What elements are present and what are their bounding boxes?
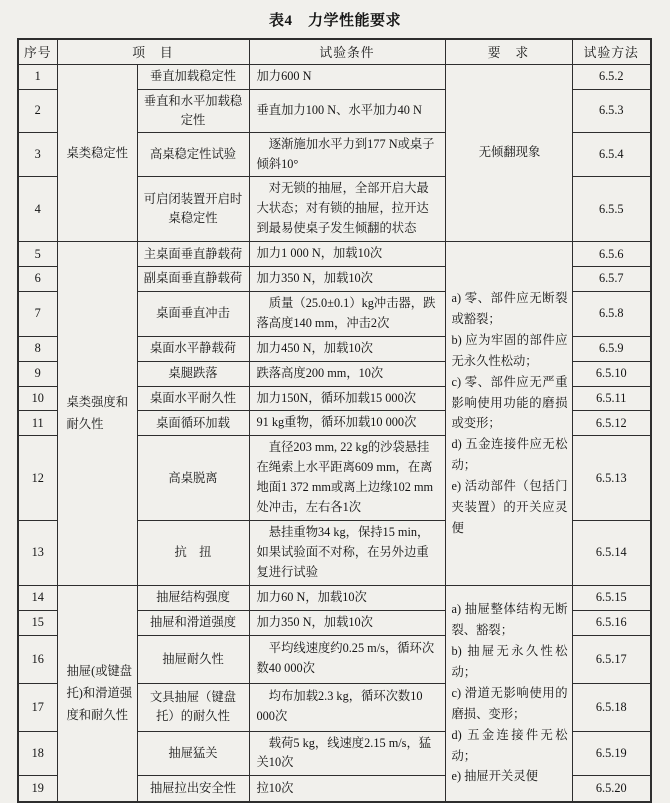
- method-cell: 6.5.12: [572, 411, 651, 436]
- header-condition: 试验条件: [249, 39, 445, 64]
- row-no: 1: [18, 64, 57, 89]
- method-cell: 6.5.15: [572, 585, 651, 610]
- method-cell: 6.5.11: [572, 386, 651, 411]
- requirement-item: c) 零、部件应无严重影响使用功能的磨损或变形；: [451, 374, 568, 431]
- group-drawer-slide-strength: 抽屉(或键盘托)和滑道强度和耐久性: [57, 585, 137, 802]
- method-cell: 6.5.5: [572, 177, 651, 242]
- item-cell: 高桌脱离: [137, 436, 249, 521]
- item-cell: 可启闭装置开启时桌稳定性: [137, 177, 249, 242]
- condition-cell: 载荷5 kg，线速度2.15 m/s，猛关10次: [249, 731, 445, 776]
- item-cell: 抽屉拉出安全性: [137, 776, 249, 802]
- method-cell: 6.5.19: [572, 731, 651, 776]
- item-cell: 桌面水平静载荷: [137, 336, 249, 361]
- condition-cell: 加力1 000 N，加载10次: [249, 242, 445, 267]
- condition-cell: 对无锁的抽屉，全部开启大最大状态；对有锁的抽屉，拉开达到最易使桌子发生倾翻的状态: [249, 177, 445, 242]
- method-cell: 6.5.17: [572, 635, 651, 683]
- table-row: [18, 64, 651, 89]
- row-no: 8: [18, 336, 57, 361]
- item-cell: 桌腿跌落: [137, 361, 249, 386]
- condition-cell: 加力600 N: [249, 64, 445, 89]
- requirement-no-tipping: 无倾翻现象: [445, 64, 572, 242]
- condition-cell: 加力350 N，加载10次: [249, 610, 445, 635]
- item-cell: 抽屉和滑道强度: [137, 610, 249, 635]
- item-cell: 桌面水平耐久性: [137, 386, 249, 411]
- group-table-strength-durability: 桌类强度和耐久性: [57, 242, 137, 586]
- requirement-item: e) 活动部件（包括门夹装置）的开关应灵便: [451, 479, 568, 535]
- requirement-item: b) 抽屉无永久性松动；: [451, 644, 568, 679]
- row-no: 15: [18, 610, 57, 635]
- row-no: 5: [18, 242, 57, 267]
- method-cell: 6.5.6: [572, 242, 651, 267]
- row-no: 9: [18, 361, 57, 386]
- row-no: 6: [18, 267, 57, 292]
- requirement-item: d) 五金连接件无松动；: [451, 727, 568, 763]
- method-cell: 6.5.13: [572, 436, 651, 521]
- condition-cell: 加力60 N，加载10次: [249, 585, 445, 610]
- method-cell: 6.5.2: [572, 64, 651, 89]
- condition-cell: 加力150N，循环加载15 000次: [249, 386, 445, 411]
- method-cell: 6.5.10: [572, 361, 651, 386]
- condition-cell: 逐渐施加水平力到177 N或桌子倾斜10°: [249, 132, 445, 177]
- header-method: 试验方法: [572, 39, 651, 64]
- item-cell: 副桌面垂直静载荷: [137, 267, 249, 292]
- item-cell: 抽屉耐久性: [137, 635, 249, 683]
- method-cell: 6.5.20: [572, 776, 651, 802]
- header-requirement: 要 求: [445, 39, 572, 64]
- item-cell: 垂直加载稳定性: [137, 64, 249, 89]
- method-cell: 6.5.18: [572, 683, 651, 731]
- table-row: [18, 242, 651, 267]
- item-cell: 高桌稳定性试验: [137, 132, 249, 177]
- row-no: 7: [18, 291, 57, 336]
- row-no: 11: [18, 411, 57, 436]
- item-cell: 文具抽屉（键盘托）的耐久性: [137, 683, 249, 731]
- condition-cell: 垂直加力100 N、水平加力40 N: [249, 89, 445, 132]
- condition-cell: 平均线速度约0.25 m/s，循环次数40 000次: [249, 635, 445, 683]
- condition-cell: 加力350 N，加载10次: [249, 267, 445, 292]
- requirement-item: b) 应为牢固的部件应无永久性松动；: [451, 332, 568, 368]
- item-cell: 抗 扭: [137, 521, 249, 586]
- method-cell: 6.5.16: [572, 610, 651, 635]
- item-cell: 抽屉猛关: [137, 731, 249, 776]
- method-cell: 6.5.7: [572, 267, 651, 292]
- item-cell: 桌面循环加载: [137, 411, 249, 436]
- row-no: 18: [18, 731, 57, 776]
- header-no: 序号: [18, 39, 57, 64]
- condition-cell: 质量（25.0±0.1）kg冲击器，跌落高度140 mm，冲击2次: [249, 291, 445, 336]
- row-no: 16: [18, 635, 57, 683]
- item-cell: 桌面垂直冲击: [137, 291, 249, 336]
- condition-cell: 直径203 mm, 22 kg的沙袋悬挂在绳索上水平距离609 mm，在离地面1 372 mm或离上边缘102 mm处冲击，左右各1次: [249, 436, 445, 521]
- document-title: 表4 力学性能要求: [268, 13, 401, 29]
- method-cell: 6.5.4: [572, 132, 651, 177]
- row-no: 17: [18, 683, 57, 731]
- row-no: 19: [18, 776, 57, 802]
- item-cell: 主桌面垂直静载荷: [137, 242, 249, 267]
- header-row: [18, 39, 651, 64]
- condition-cell: 拉10次: [249, 776, 445, 802]
- method-cell: 6.5.8: [572, 291, 651, 336]
- requirement-list-table: [445, 242, 572, 586]
- condition-cell: 均布加载2.3 kg，循环次数10 000次: [249, 683, 445, 731]
- group-table-stability: 桌类稳定性: [57, 64, 137, 242]
- requirement-item: c) 滑道无影响使用的磨损、变形；: [451, 685, 568, 721]
- requirement-item: e) 抽屉开关灵便: [451, 769, 538, 784]
- item-cell: 抽屉结构强度: [137, 585, 249, 610]
- requirement-list-drawer: [445, 585, 572, 802]
- row-no: 12: [18, 436, 57, 521]
- item-cell: 垂直和水平加载稳定性: [137, 89, 249, 132]
- requirement-item: d) 五金连接件应无松动；: [451, 437, 568, 473]
- method-cell: 6.5.14: [572, 521, 651, 586]
- table-row: [18, 585, 651, 610]
- requirement-item: a) 零、部件应无断裂或豁裂；: [451, 291, 568, 326]
- condition-cell: 跌落高度200 mm，10次: [249, 361, 445, 386]
- row-no: 14: [18, 585, 57, 610]
- mechanical-requirements-table: [17, 38, 652, 803]
- method-cell: 6.5.9: [572, 336, 651, 361]
- condition-cell: 加力450 N，加载10次: [249, 336, 445, 361]
- row-no: 3: [18, 132, 57, 177]
- header-item: 项 目: [57, 39, 249, 64]
- condition-cell: 91 kg重物，循环加载10 000次: [249, 411, 445, 436]
- method-cell: 6.5.3: [572, 89, 651, 132]
- requirement-item: a) 抽屉整体结构无断裂、豁裂；: [451, 602, 568, 638]
- row-no: 2: [18, 89, 57, 132]
- condition-cell: 悬挂重物34 kg，保持15 min，如果试验面不对称，在另外边重复进行试验: [249, 521, 445, 586]
- row-no: 13: [18, 521, 57, 586]
- row-no: 4: [18, 177, 57, 242]
- row-no: 10: [18, 386, 57, 411]
